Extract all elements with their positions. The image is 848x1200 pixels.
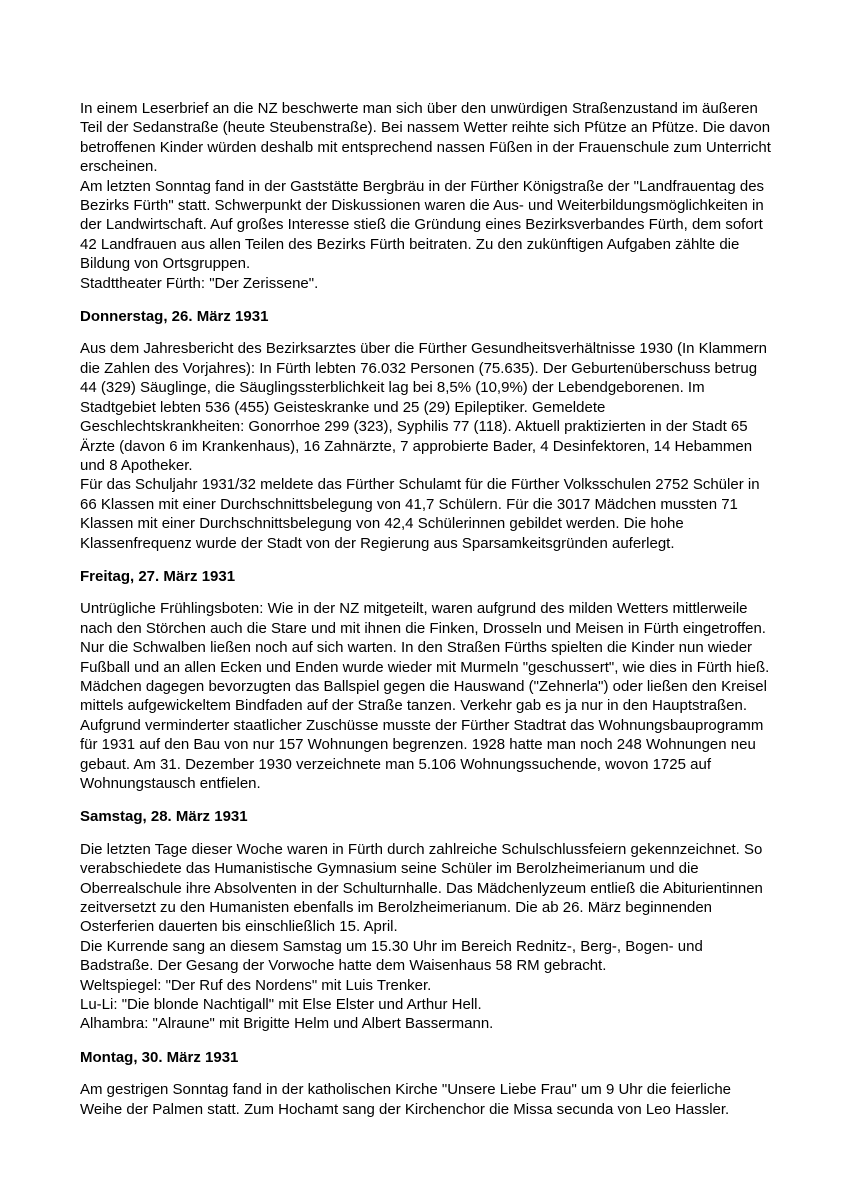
date-heading: Donnerstag, 26. März 1931: [80, 308, 269, 326]
date-heading: Montag, 30. März 1931: [80, 1048, 239, 1066]
paragraph: Aufgrund verminderter staatlicher Zuschüsse musste der Fürther Stadtrat das Wohnungsbauprogramm für 1931 auf den Bau von nur 157 Wohnungen begrenzen. 1928 hatte man noch 248 Wohnungen neu gebaut. Am 31. Dezember 1930 verzeichnete man 5.106 Wohnungssuchende, wovon 1725 auf Wohnungstausch entfielen.: [80, 716, 764, 792]
chronicle-text: [80, 99, 772, 1119]
paragraph: Stadttheater Fürth: "Der Zerissene".: [80, 274, 319, 292]
paragraph: Für das Schuljahr 1931/32 meldete das Fürther Schulamt für die Fürther Volksschulen 2752 Schüler in 66 Klassen mit einer Durchschnittsbelegung von 41,7 Schülern. Für die 3017 Mädchen mussten 71 Klassen mit einer Durchschnittsbelegung von 42,4 Schülerinnen gebildet werden. Die hohe Klassenfrequenz wurde der Stadt von der Regierung aus Sparsamkeitsgründen auferlegt.: [80, 476, 760, 552]
paragraph: Untrügliche Frühlingsboten: Wie in der NZ mitgeteilt, waren aufgrund des milden Wetters mittlerweile nach den Störchen auch die Stare und mit ihnen die Finken, Drosseln und Meisen in Fürth eingetroffen. Nur die Schwalben ließen noch auf sich warten. In den Straßen Fürths spielten die Kinder nun wieder Fußball und an allen Ecken und Enden wurde wieder mit Murmeln "geschussert", wie dies in Fürth hieß. Mädchen dagegen bevorzugten das Ballspiel gegen die Hauswand ("Zehnerla") oder ließen den Kreisel mittels aufgewickeltem Bindfaden auf der Straße tanzen. Verkehr gab es ja nur in den Hauptstraßen.: [80, 600, 770, 715]
paragraph: Weltspiegel: "Der Ruf des Nordens" mit Luis Trenker.: [80, 976, 432, 994]
chronicle-section: [80, 307, 772, 553]
paragraph: Lu-Li: "Die blonde Nachtigall" mit Else Elster und Arthur Hell.: [80, 996, 482, 1014]
chronicle-section: [80, 807, 772, 1033]
paragraph: Die letzten Tage dieser Woche waren in Fürth durch zahlreiche Schulschlussfeiern gekennzeichnet. So verabschiedete das Humanistische Gymnasium seine Schüler im Berolzheimerianum und die Oberrealschule ihre Absolventen in der Schulturnhalle. Das Mädchenlyzeum entließ die Abiturientinnen zeitversetzt zu den Humanisten ebenfalls im Berolzheimerianum. Die ab 26. März beginnenden Osterferien dauerten bis einschließlich 15. April.: [80, 840, 763, 936]
paragraph: In einem Leserbrief an die NZ beschwerte man sich über den unwürdigen Straßenzustand im äußeren Teil der Sedanstraße (heute Steubenstraße). Bei nassem Wetter reihte sich Pfütze an Pfütze. Die davon betroffenen Kinder würden deshalb mit entsprechend nassen Füßen in der Frauenschule zum Unterricht erscheinen.: [80, 100, 771, 176]
chronicle-section: [80, 1048, 772, 1119]
paragraph: Alhambra: "Alraune" mit Brigitte Helm und Albert Bassermann.: [80, 1015, 494, 1033]
date-heading: Freitag, 27. März 1931: [80, 567, 236, 585]
date-heading: Samstag, 28. März 1931: [80, 808, 248, 826]
paragraph: Die Kurrende sang an diesem Samstag um 15.30 Uhr im Bereich Rednitz-, Berg-, Bogen- und Badstraße. Der Gesang der Vorwoche hatte dem Waisenhaus 58 RM gebracht.: [80, 937, 703, 975]
paragraph: Am gestrigen Sonntag fand in der katholischen Kirche "Unsere Liebe Frau" um 9 Uhr die feierliche Weihe der Palmen statt. Zum Hochamt sang der Kirchenchor die Missa secunda von Leo Hassler.: [80, 1081, 731, 1118]
chronicle-section: [80, 567, 772, 793]
paragraph: Am letzten Sonntag fand in der Gaststätte Bergbräu in der Fürther Königstraße der "Landfrauentag des Bezirks Fürth" statt. Schwerpunkt der Diskussionen waren die Aus- und Weiterbildungsmöglichkeiten in der Landwirtschaft. Auf großes Interesse stieß die Gründung eines Bezirksverbandes Fürth, dem sofort 42 Landfrauen aus allen Teilen des Bezirks Fürth beitraten. Zu den zukünftigen Aufgaben zählte die Bildung von Ortsgruppen.: [80, 177, 765, 273]
chronicle-section: [80, 99, 772, 293]
paragraph: Aus dem Jahresbericht des Bezirksarztes über die Fürther Gesundheitsverhältnisse 1930 (In Klammern die Zahlen des Vorjahres): In Fürth lebten 76.032 Personen (75.635). Der Geburtenüberschuss betrug 44 (329) Säuglinge, die Säuglingssterblichkeit lag bei 8,5% (10,9%) der Lebendgeborenen. Im Stadtgebiet lebten 536 (455) Geisteskranke und 25 (29) Epileptiker. Gemeldete Geschlechtskrankheiten: Gonorrhoe 299 (323), Syphilis 77 (118). Aktuell praktizierten in der Stadt 65 Ärzte (davon 6 im Krankenhaus), 16 Zahnärzte, 7 approbierte Bader, 4 Desinfektoren, 14 Hebammen und 8 Apotheker.: [80, 340, 767, 474]
